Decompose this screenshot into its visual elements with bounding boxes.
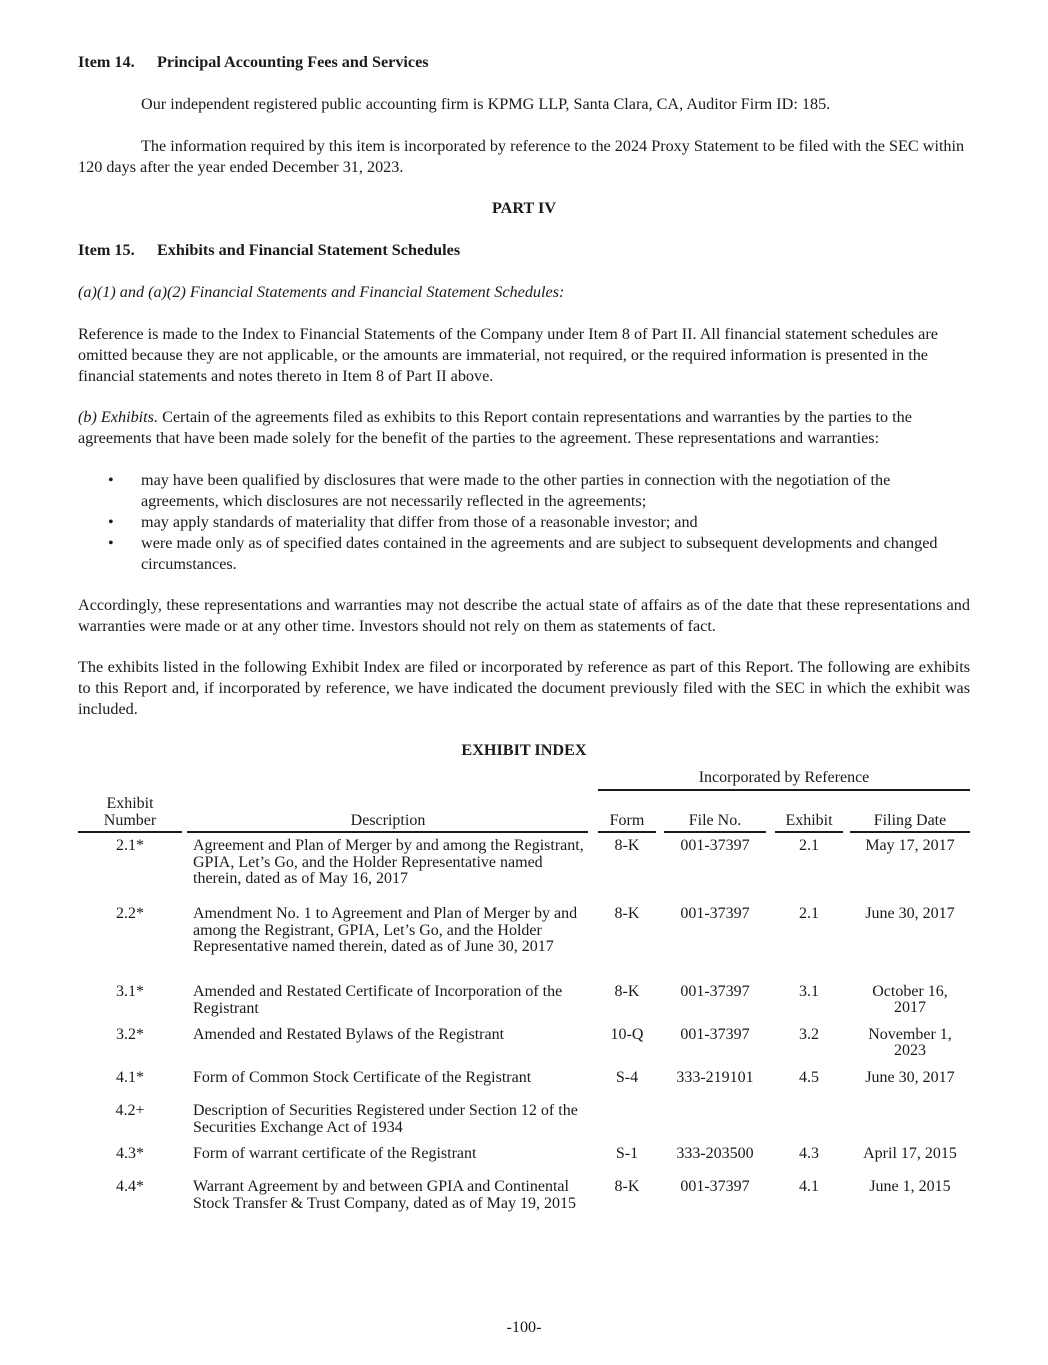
col-header-exhibit: Exhibit <box>785 812 833 829</box>
exhibit-form: S-4 <box>615 1069 639 1086</box>
exhibit-filing-date: October 16, 2017 <box>872 983 948 1016</box>
exhibit-description: Amended and Restated Bylaws of the Registrant <box>193 1026 505 1043</box>
list-item-text: were made only as of specified dates contained in the agreements and are subject to subsequent developments and changed circumstances. <box>141 534 938 573</box>
exhibit-ref: 2.1 <box>799 905 819 922</box>
exhibit-number: 3.2* <box>116 1026 144 1043</box>
exhibit-filing-date: May 17, 2017 <box>865 837 955 854</box>
exhibit-ref: 3.2 <box>799 1026 819 1043</box>
bullet-marker: • <box>108 513 114 531</box>
exhibits-lead: (b) Exhibits. <box>78 408 159 426</box>
col-header-exhibit-number-1: Exhibit <box>106 795 154 812</box>
list-item <box>78 470 970 512</box>
exhibit-number: 4.1* <box>116 1069 144 1086</box>
exhibit-ref: 4.3 <box>799 1145 819 1162</box>
exhibit-form: 8-K <box>614 983 640 1000</box>
representations-list <box>78 470 970 575</box>
exhibit-index-title: EXHIBIT INDEX <box>461 741 587 759</box>
item14-heading <box>78 52 429 73</box>
exhibit-number: 2.1* <box>116 837 144 854</box>
exhibit-description: Amended and Restated Certificate of Incorporation of the Registrant <box>193 983 563 1017</box>
exhibit-description: Form of Common Stock Certificate of the Registrant <box>193 1069 532 1086</box>
item15-para-accordingly: Accordingly, these representations and warranties may not describe the actual state of affairs as of the date that these representations and warranties were made or at any other time. Investors should not rely on them as statements of fact. <box>78 596 970 635</box>
exhibits-text: Certain of the agreements filed as exhibits to this Report contain representations and warranties by the parties to the agreements that have been made solely for the benefit of the parties to the agreement. These representations and warranties: <box>78 408 912 447</box>
exhibit-ref: 4.1 <box>799 1178 819 1195</box>
exhibit-file-no: 001-37397 <box>680 837 750 854</box>
exhibit-number: 4.4* <box>116 1178 144 1195</box>
exhibit-number: 3.1* <box>116 983 144 1000</box>
item15-title: Exhibits and Financial Statement Schedules <box>157 241 461 259</box>
list-item-text: may have been qualified by disclosures that were made to the other parties in connection with the negotiation of the agreements, which disclosures are not necessarily reflected in the agreements; <box>141 471 891 510</box>
col-header-form: Form <box>609 812 645 829</box>
col-header-exhibit-number-2: Number <box>103 812 157 829</box>
item15-heading <box>78 240 460 261</box>
exhibit-file-no: 001-37397 <box>680 1178 750 1195</box>
incorporated-by-reference-header: Incorporated by Reference <box>698 769 870 786</box>
item15-para-exhibits <box>78 407 970 449</box>
item15-subheading: (a)(1) and (a)(2) Financial Statements and Financial Statement Schedules: <box>78 283 565 301</box>
exhibit-file-no: 333-203500 <box>676 1145 754 1162</box>
exhibit-file-no: 001-37397 <box>680 983 750 1000</box>
exhibit-description: Amendment No. 1 to Agreement and Plan of Merger by and among the Registrant, GPIA, Let’s Go, and the Holder Representative named therein, dated as of June 30, 2017 <box>193 905 578 955</box>
exhibit-filing-date: April 17, 2015 <box>863 1145 957 1162</box>
exhibit-file-no: 333-219101 <box>676 1069 754 1086</box>
exhibit-filing-date: June 30, 2017 <box>865 1069 955 1086</box>
item14-para-auditor: Our independent registered public accounting firm is KPMG LLP, Santa Clara, CA, Auditor Firm ID: 185. <box>141 95 831 113</box>
exhibit-form: 8-K <box>614 905 640 922</box>
group-header-rule <box>598 789 970 791</box>
header-rule <box>187 831 588 833</box>
page-number: -100- <box>506 1318 542 1336</box>
exhibit-number: 2.2* <box>116 905 144 922</box>
col-header-filing-date: Filing Date <box>873 812 947 829</box>
list-item-text: may apply standards of materiality that differ from those of a reasonable investor; and <box>141 513 698 531</box>
exhibit-description: Form of warrant certificate of the Registrant <box>193 1145 477 1162</box>
exhibit-description: Warrant Agreement by and between GPIA and Continental Stock Transfer & Trust Company, dated as of May 19, 2015 <box>193 1178 576 1212</box>
exhibit-ref: 2.1 <box>799 837 819 854</box>
exhibit-form: S-1 <box>615 1145 639 1162</box>
item15-para-listed: The exhibits listed in the following Exhibit Index are filed or incorporated by reference as part of this Report. The following are exhibits to this Report and, if incorporated by reference, we have indicated the document previously filed with the SEC in which the exhibit was included. <box>78 658 970 718</box>
exhibit-form: 8-K <box>614 837 640 854</box>
exhibit-file-no: 001-37397 <box>680 905 750 922</box>
col-header-file-no: File No. <box>688 812 742 829</box>
item14-para-proxy: The information required by this item is incorporated by reference to the 2024 Proxy Statement to be filed with the SEC within 120 days after the year ended December 31, 2023. <box>78 137 965 176</box>
item14-number: Item 14. <box>78 53 135 71</box>
col-header-description: Description <box>350 812 426 829</box>
exhibit-filing-date: November 1, 2023 <box>868 1026 952 1059</box>
header-rule <box>598 831 656 833</box>
exhibit-ref: 4.5 <box>799 1069 819 1086</box>
exhibit-number: 4.2+ <box>115 1102 145 1119</box>
header-rule <box>78 831 182 833</box>
exhibit-form: 10-Q <box>610 1026 644 1043</box>
item15-para-reference: Reference is made to the Index to Financial Statements of the Company under Item 8 of Part II. All financial statement schedules are omitted because they are not applicable, or the amounts are immaterial, not required, or the required information is presented in the financial statements and notes thereto in Item 8 of Part II above. <box>78 325 938 385</box>
bullet-marker: • <box>108 534 114 552</box>
header-rule <box>664 831 766 833</box>
part-heading: PART IV <box>491 199 557 217</box>
list-item <box>78 533 970 575</box>
header-rule <box>850 831 970 833</box>
header-rule <box>775 831 843 833</box>
exhibit-ref: 3.1 <box>799 983 819 1000</box>
exhibit-file-no: 001-37397 <box>680 1026 750 1043</box>
item14-title: Principal Accounting Fees and Services <box>157 53 429 71</box>
exhibit-filing-date: June 30, 2017 <box>865 905 955 922</box>
list-item <box>78 512 970 533</box>
exhibit-number: 4.3* <box>116 1145 144 1162</box>
exhibit-form: 8-K <box>614 1178 640 1195</box>
item15-number: Item 15. <box>78 241 135 259</box>
bullet-marker: • <box>108 471 114 489</box>
exhibit-filing-date: June 1, 2015 <box>869 1178 951 1195</box>
exhibit-description: Agreement and Plan of Merger by and among the Registrant, GPIA, Let’s Go, and the Holder Representative named therein, dated as of May 16, 2017 <box>193 837 584 887</box>
exhibit-description: Description of Securities Registered under Section 12 of the Securities Exchange Act of 1934 <box>193 1102 578 1136</box>
